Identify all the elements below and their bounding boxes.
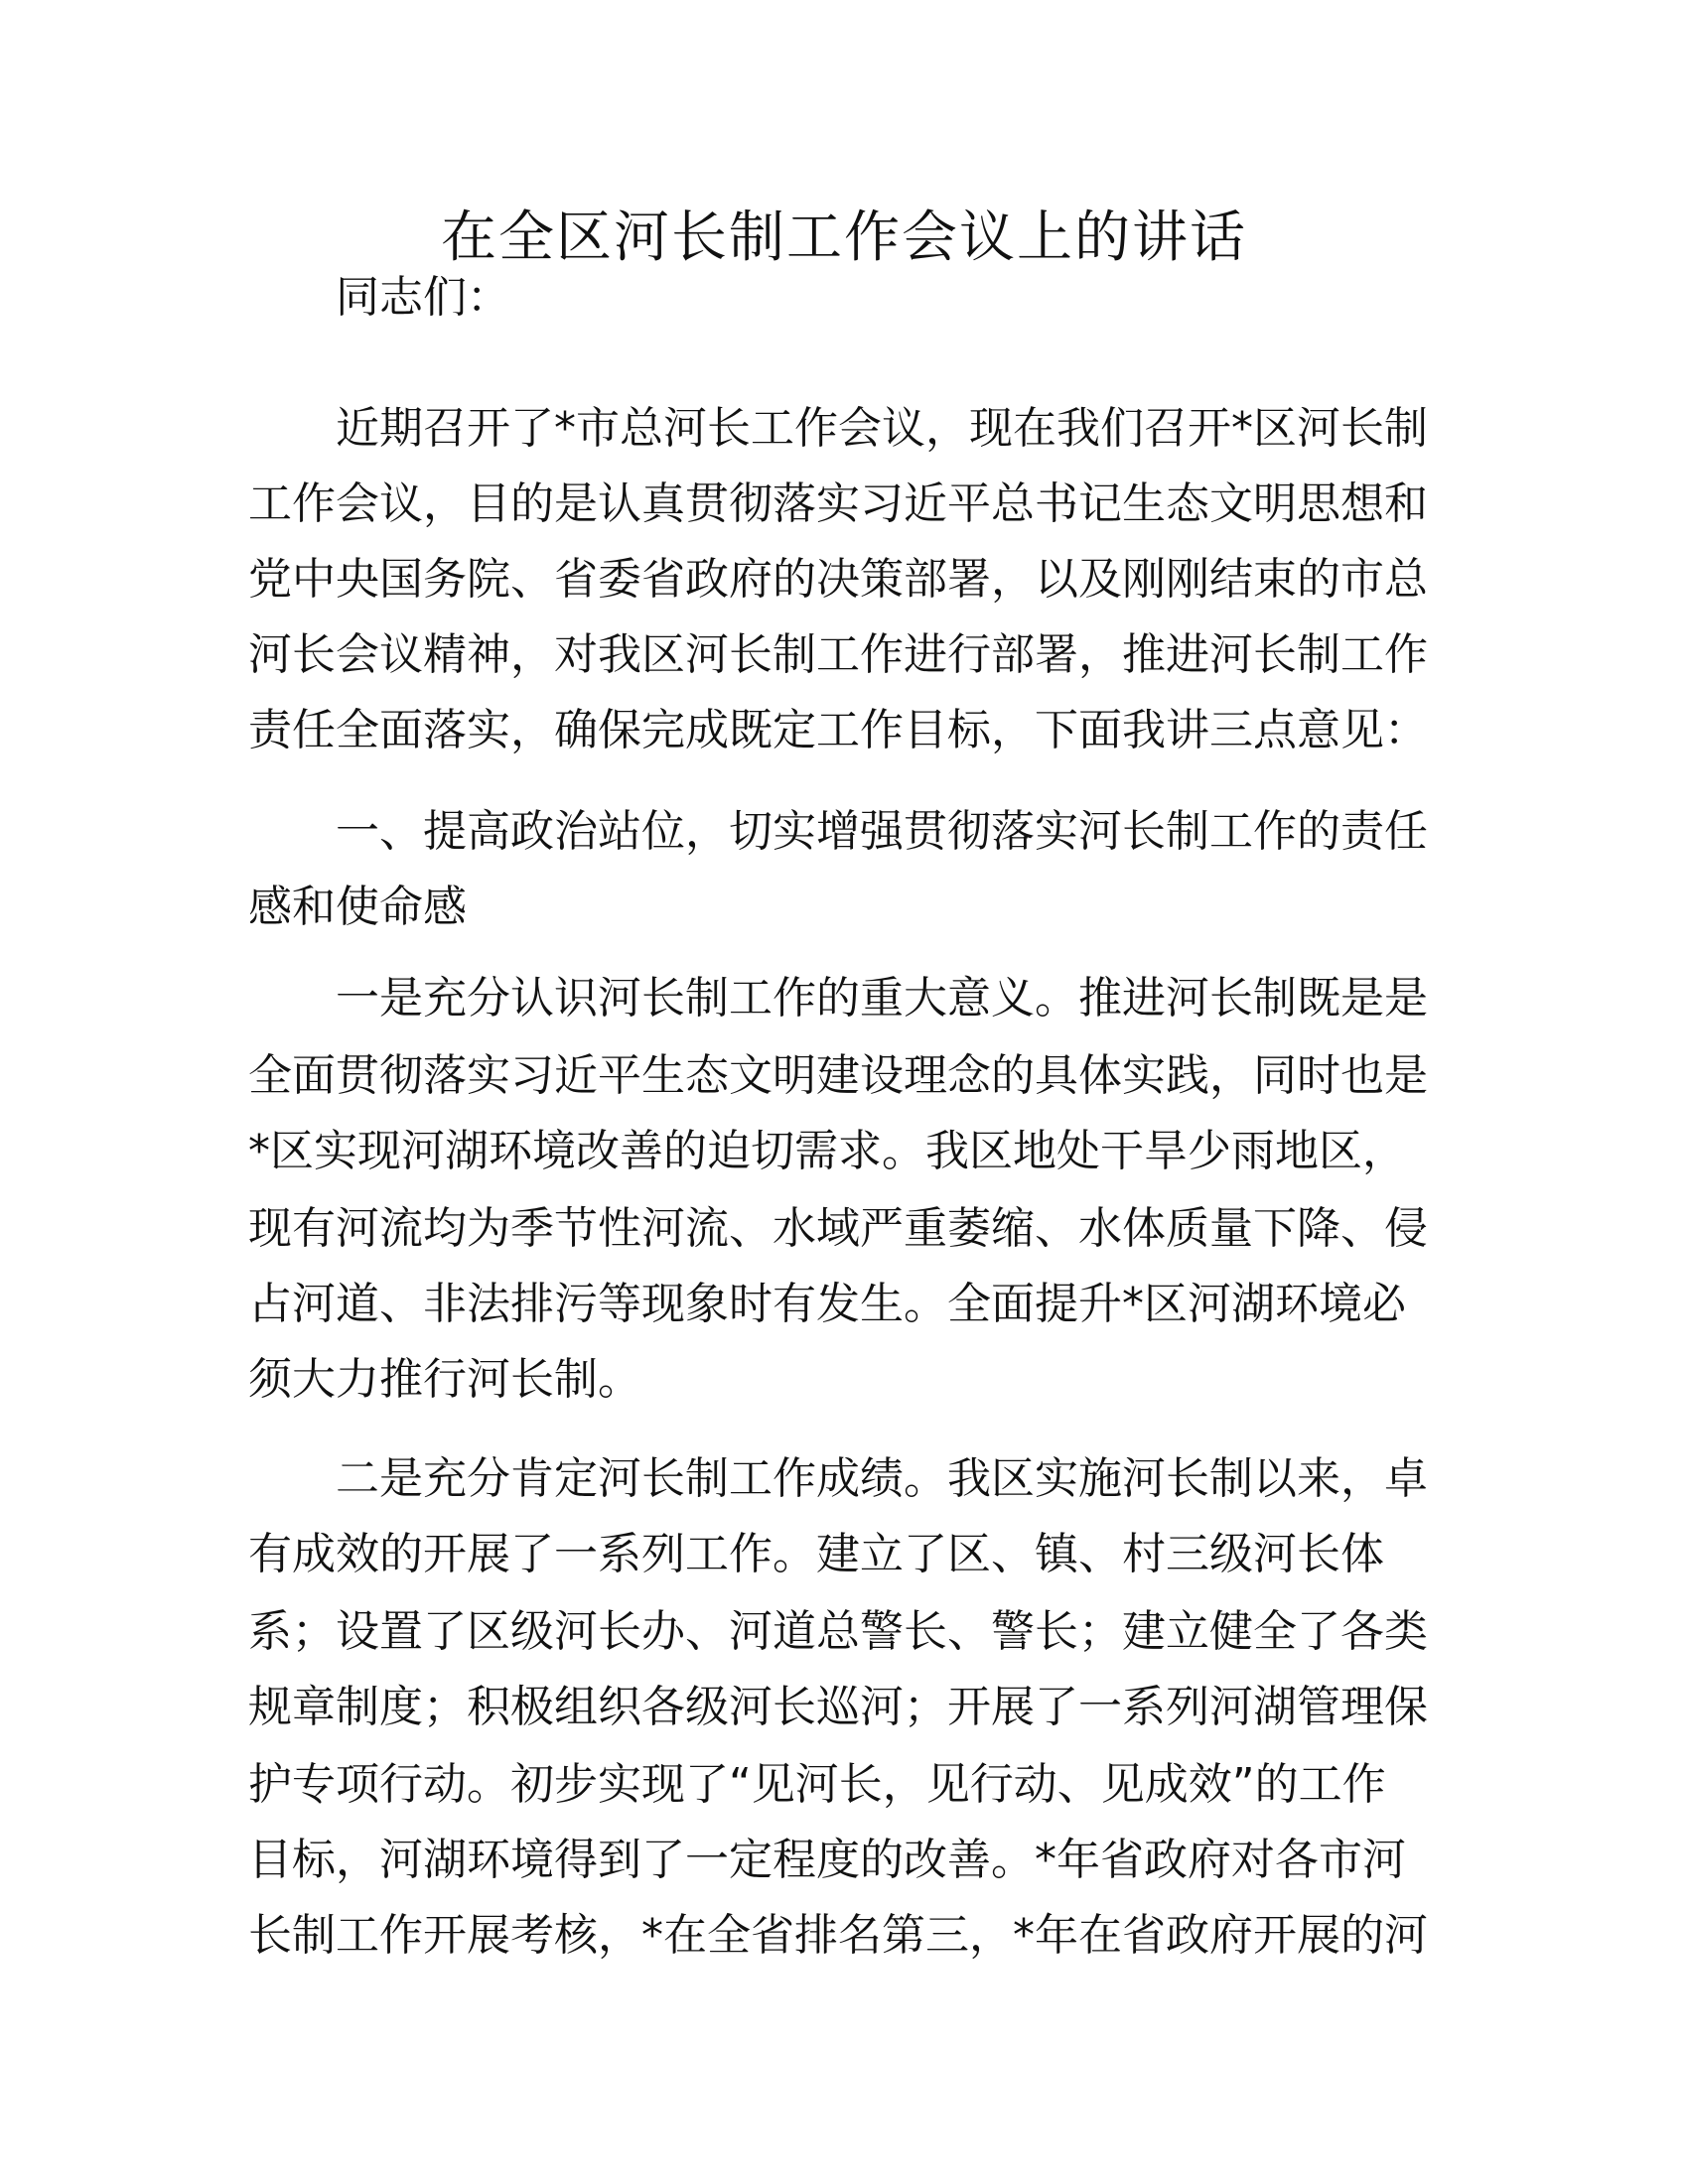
document-title: 在全区河长制工作会议上的讲话 — [441, 205, 1247, 270]
paragraph-line: 河长会议精神，对我区河长制工作进行部署，推进河长制工作 — [248, 629, 1428, 680]
heading-line: 感和使命感 — [248, 882, 467, 932]
paragraph-line: *区实现河湖环境改善的迫切需求。我区地处干旱少雨地区， — [248, 1126, 1406, 1176]
paragraph-line: 规章制度；积极组织各级河长巡河；开展了一系列河湖管理保 — [248, 1682, 1428, 1732]
paragraph-line: 有成效的开展了一系列工作。建立了区、镇、村三级河长体 — [248, 1529, 1384, 1579]
paragraph-line: 近期召开了*市总河长工作会议，现在我们召开*区河长制 — [336, 403, 1428, 454]
paragraph-line: 一是充分认识河长制工作的重大意义。推进河长制既是是 — [336, 973, 1428, 1024]
paragraph-line: 须大力推行河长制。 — [248, 1354, 641, 1405]
paragraph-line: 系；设置了区级河长办、河道总警长、警长；建立健全了各类 — [248, 1606, 1428, 1657]
paragraph-line: 现有河流均为季节性河流、水域严重萎缩、水体质量下降、侵 — [248, 1203, 1428, 1254]
paragraph-line: 护专项行动。初步实现了“见河长，见行动、见成效”的工作 — [248, 1759, 1386, 1810]
paragraph-line: 长制工作开展考核，*在全省排名第三，*年在省政府开展的河 — [248, 1910, 1428, 1961]
paragraph-line: 党中央国务院、省委省政府的决策部署，以及刚刚结束的市总 — [248, 554, 1428, 605]
heading-line: 一、提高政治站位，切实增强贯彻落实河长制工作的责任 — [336, 806, 1428, 857]
paragraph-line: 占河道、非法排污等现象时有发生。全面提升*区河湖环境必 — [248, 1279, 1406, 1329]
salutation-line: 同志们： — [336, 272, 510, 323]
paragraph-line: 工作会议，目的是认真贯彻落实习近平总书记生态文明思想和 — [248, 478, 1428, 529]
paragraph-line: 二是充分肯定河长制工作成绩。我区实施河长制以来，卓 — [336, 1453, 1428, 1504]
paragraph-line: 全面贯彻落实习近平生态文明建设理念的具体实践，同时也是 — [248, 1050, 1428, 1101]
paragraph-line: 责任全面落实，确保完成既定工作目标，下面我讲三点意见： — [248, 705, 1428, 755]
paragraph-line: 目标，河湖环境得到了一定程度的改善。*年省政府对各市河 — [248, 1835, 1406, 1885]
